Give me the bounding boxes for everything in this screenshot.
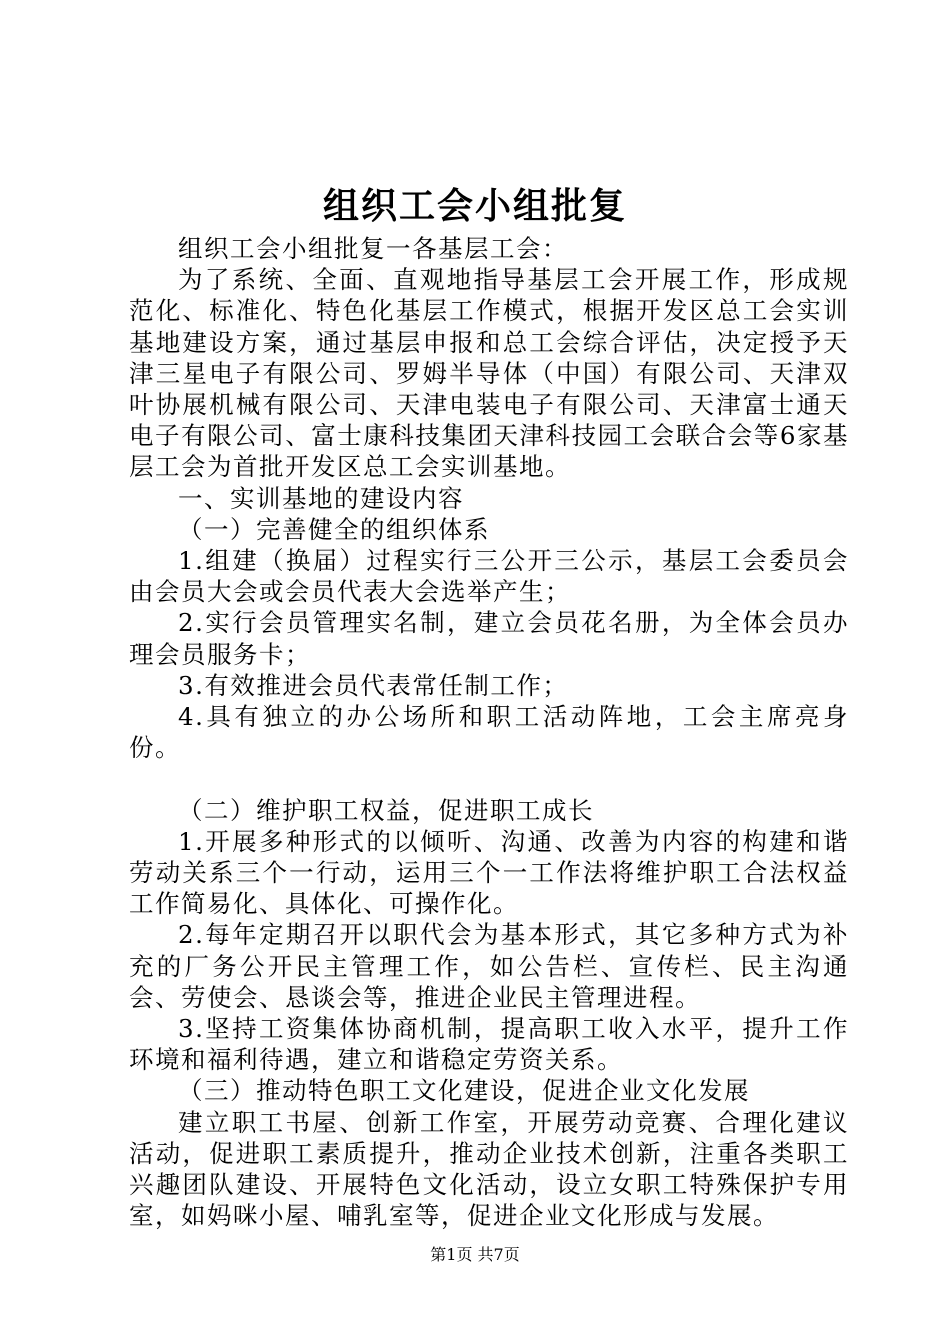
list-item: 3.有效推进会员代表常任制工作； [178, 670, 569, 700]
list-item: 1.组建（换届）过程实行三公开三公示，基层工会委员会由会员大会或会员代表大会选举产生； [129, 546, 849, 607]
list-item: 2.实行会员管理实名制，建立会员花名册，为全体会员办理会员服务卡； [129, 608, 849, 669]
list-item: 2.每年定期召开以职代会为基本形式，其它多种方式为补充的厂务公开民主管理工作，如公告栏、宣传栏、民主沟通会、劳使会、恳谈会等，推进企业民主管理进程。 [129, 920, 849, 1012]
paragraph: 建立职工书屋、创新工作室，开展劳动竞赛、合理化建议活动，促进职工素质提升，推动企业技术创新，注重各类职工兴趣团队建设、开展特色文化活动，设立女职工特殊保护专用室，如妈咪小屋、哺乳室等，促进企业文化形成与发展。 [129, 1107, 849, 1231]
list-item: 1.开展多种形式的以倾听、沟通、改善为内容的构建和谐劳动关系三个一行动，运用三个一工作法将维护职工合法权益工作简易化、具体化、可操作化。 [129, 826, 849, 919]
section-heading: 一、实训基地的建设内容 [178, 483, 464, 513]
subsection-heading: （二）维护职工权益，促进职工成长 [178, 795, 594, 825]
list-item: 3.坚持工资集体协商机制，提高职工收入水平，提升工作环境和福利待遇，建立和谐稳定劳资关系。 [129, 1014, 849, 1075]
list-item: 4.具有独立的办公场所和职工活动阵地，工会主席亮身份。 [129, 702, 849, 763]
page-footer: 第1页 共7页 [430, 1245, 520, 1264]
paragraph: 为了系统、全面、直观地指导基层工会开展工作，形成规范化、标准化、特色化基层工作模式，根据开发区总工会实训基地建设方案，通过基层申报和总工会综合评估，决定授予天津三星电子有限公司、罗姆半导体（中国）有限公司、天津双叶协展机械有限公司、天津电装电子有限公司、天津富士通天电子有限公司、富士康科技集团天津科技园工会联合会等6家基层工会为首批开发区总工会实训基地。 [129, 265, 849, 482]
blank-line [129, 763, 849, 794]
subsection-heading: （一）完善健全的组织体系 [178, 514, 490, 544]
paragraph: 组织工会小组批复一各基层工会： [178, 234, 568, 263]
document-title: 组织工会小组批复 [322, 185, 627, 227]
document-body [129, 233, 849, 1231]
subsection-heading: （三）推动特色职工文化建设，促进企业文化发展 [178, 1076, 750, 1106]
